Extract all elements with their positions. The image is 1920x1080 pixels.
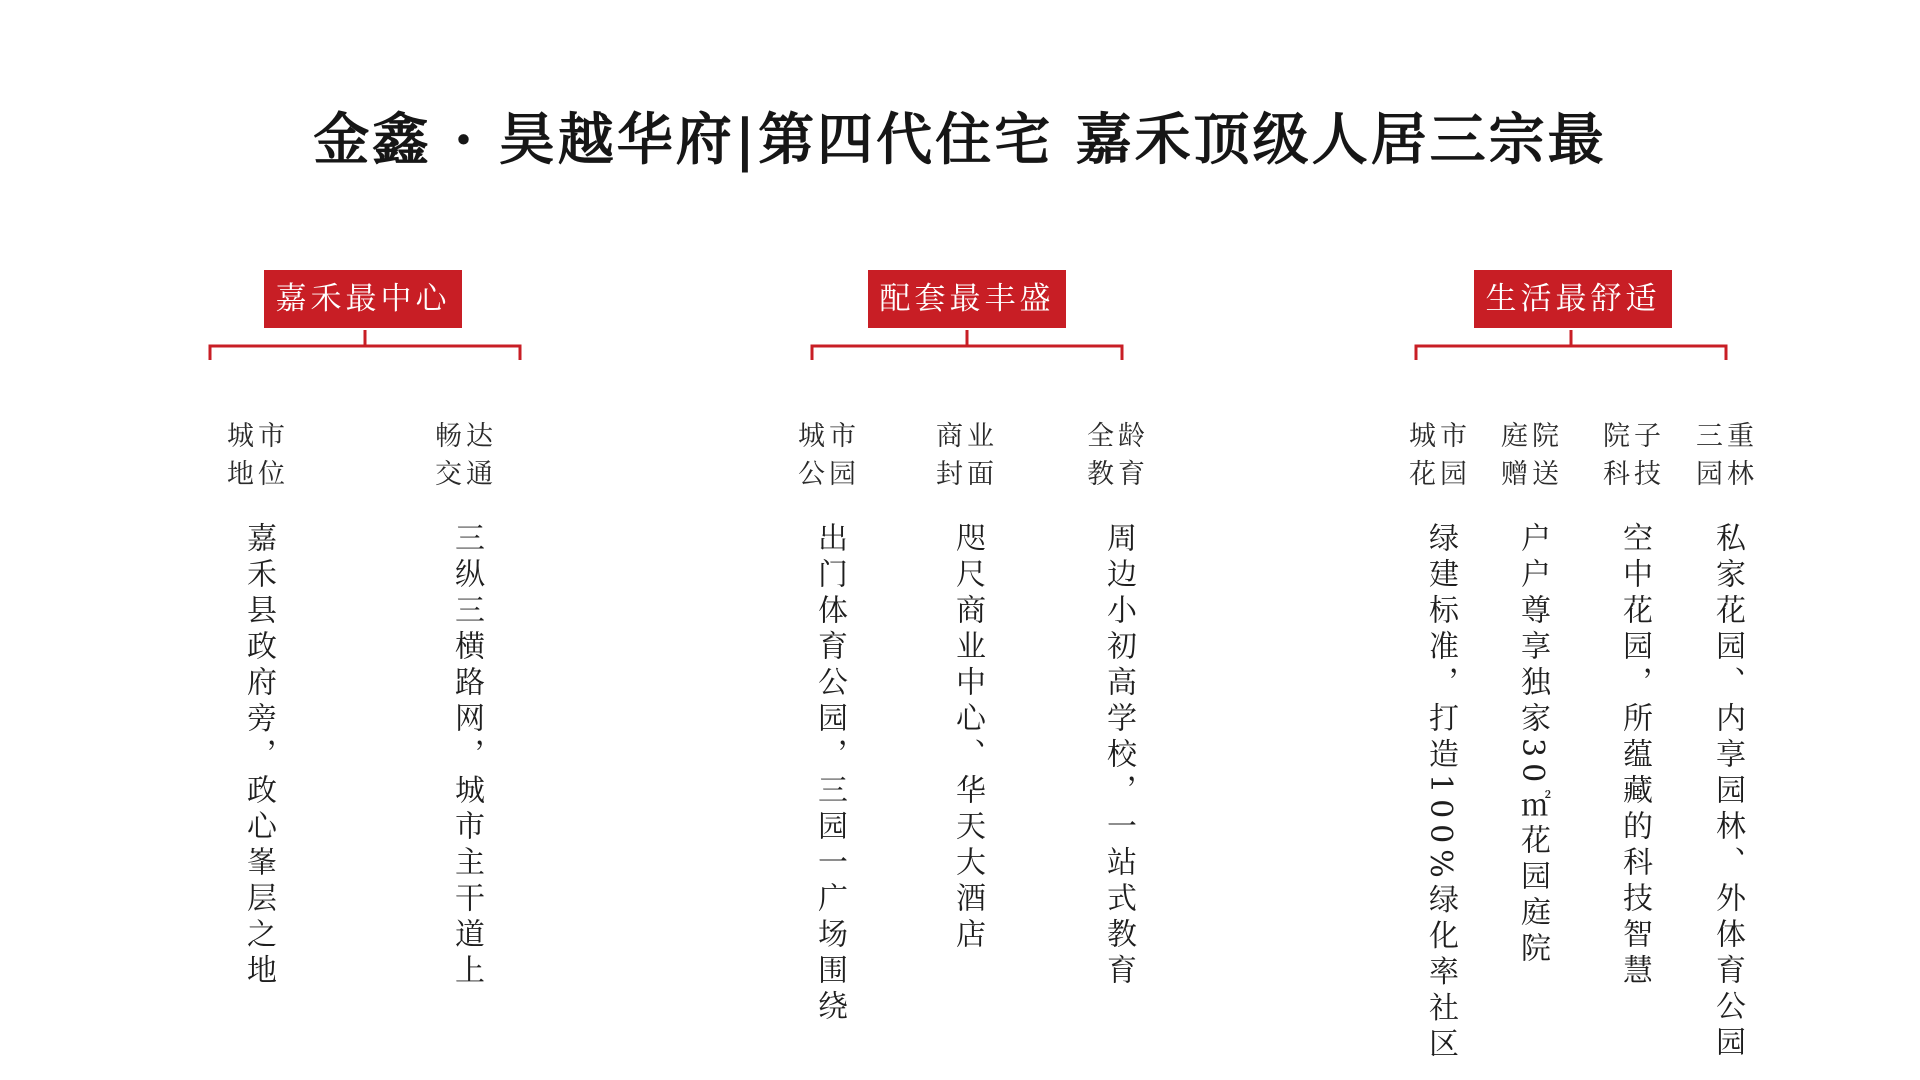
column-text: 周边小初高学校，一站式教育: [1101, 522, 1136, 990]
column-label: 花园: [1409, 459, 1471, 490]
column-label: 商业: [936, 421, 998, 452]
column-label: 庭院: [1501, 421, 1563, 452]
column-label: 封面: [936, 459, 998, 490]
column-label: 三重: [1696, 421, 1758, 452]
column-label: 城市: [227, 421, 289, 452]
column-text: 绿建标准，打造100%绿化率社区: [1423, 522, 1458, 1064]
column-label: 赠送: [1501, 459, 1563, 490]
column-text: 嘉禾县政府旁，政心峯层之地: [241, 522, 276, 990]
group-heading: 配套最丰盛: [868, 270, 1066, 328]
column-text: 出门体育公园，三园一广场围绕: [812, 522, 847, 1026]
column-text: 三纵三横路网，城市主干道上: [449, 522, 484, 990]
column-label: 园林: [1696, 459, 1758, 490]
group-heading: 生活最舒适: [1474, 270, 1672, 328]
column-text: 空中花园，所蕴藏的科技智慧: [1617, 522, 1652, 990]
column-label: 城市: [798, 421, 860, 452]
group-heading: 嘉禾最中心: [264, 270, 462, 328]
column-label: 院子: [1603, 421, 1665, 452]
column-text: 户户尊享独家30㎡花园庭院: [1515, 522, 1550, 969]
column-label: 交通: [435, 459, 497, 490]
column-label: 公园: [798, 459, 860, 490]
column-label: 畅达: [435, 421, 497, 452]
column-label: 科技: [1603, 459, 1665, 490]
column-label: 城市: [1409, 421, 1471, 452]
column-label: 全龄: [1087, 421, 1149, 452]
bracket-line: [0, 328, 1920, 368]
column-text: 咫尺商业中心、华天大酒店: [950, 522, 985, 954]
column-text: 私家花园、内享园林、外体育公园: [1710, 522, 1745, 1062]
page-title: 金鑫 · 昊越华府|第四代住宅 嘉禾顶级人居三宗最: [313, 107, 1607, 173]
column-label: 地位: [227, 459, 289, 490]
column-label: 教育: [1087, 459, 1149, 490]
